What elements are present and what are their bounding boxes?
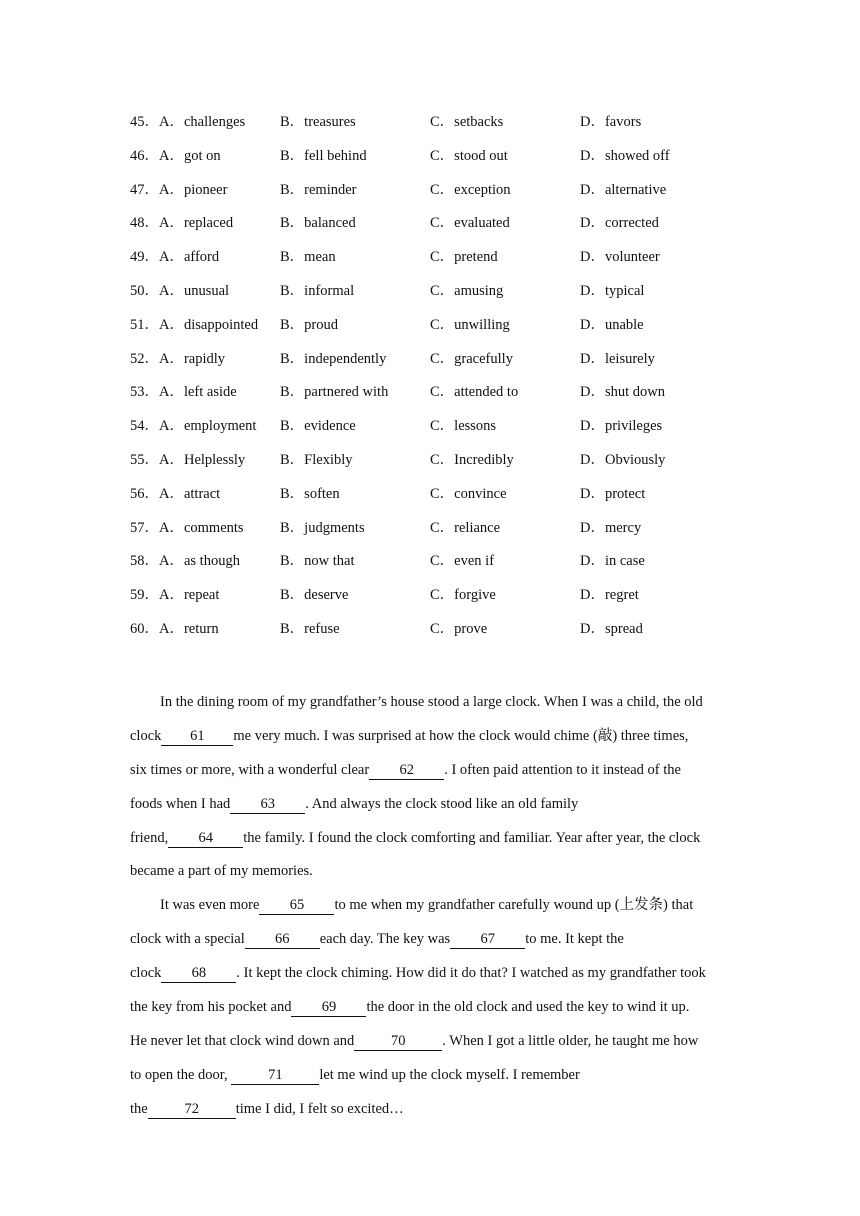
question-number: 56．: [130, 485, 159, 502]
question-a-option[interactable]: [130, 213, 233, 233]
blank-63[interactable]: 63: [230, 795, 305, 814]
option-text: B．deserve: [280, 587, 349, 604]
question-a-option[interactable]: [130, 146, 221, 166]
question-row: [130, 315, 750, 349]
option-text: D．in case: [580, 553, 645, 570]
question-b-option[interactable]: [280, 112, 356, 132]
option-text: B．Flexibly: [280, 451, 353, 468]
question-row: [130, 551, 750, 585]
option-text: C．convince: [430, 485, 507, 502]
passage-text: to me when my grandfather carefully wound up (上发条) that: [334, 897, 694, 914]
option-text: D．corrected: [580, 215, 659, 232]
passage-text: . And always the clock stood like an old family: [305, 795, 579, 812]
blank-68[interactable]: 68: [161, 964, 236, 983]
question-c-option[interactable]: [430, 146, 508, 166]
question-c-option[interactable]: [430, 213, 510, 233]
question-d-option[interactable]: [580, 619, 643, 639]
passage-text: It was even more: [160, 897, 260, 914]
blank-67[interactable]: 67: [450, 930, 525, 949]
passage-line: [130, 1093, 735, 1127]
passage-line: [130, 754, 735, 788]
option-text: C．evaluated: [430, 215, 510, 232]
question-row: [130, 146, 750, 180]
question-c-option[interactable]: [430, 619, 487, 639]
question-b-option[interactable]: [280, 450, 353, 470]
passage-text: He never let that clock wind down and: [130, 1032, 355, 1049]
passage-text: became a part of my memories.: [130, 863, 313, 880]
option-text: C．Incredibly: [430, 451, 514, 468]
question-b-option[interactable]: [280, 484, 340, 504]
question-d-option[interactable]: [580, 112, 641, 132]
option-text: B．judgments: [280, 519, 365, 536]
option-text: A．Helplessly: [159, 451, 246, 468]
option-text: A．attract: [159, 485, 221, 502]
option-text: D．alternative: [580, 181, 667, 198]
question-number: 45．: [130, 114, 159, 130]
question-b-option[interactable]: [280, 585, 348, 605]
question-a-option[interactable]: [130, 382, 237, 402]
option-text: D．privileges: [580, 418, 663, 435]
question-d-option[interactable]: [580, 247, 660, 267]
blank-65[interactable]: 65: [259, 896, 334, 915]
option-text: A．challenges: [159, 114, 246, 130]
question-b-option[interactable]: [280, 146, 367, 166]
question-d-option[interactable]: [580, 213, 659, 233]
question-a-option[interactable]: [130, 484, 220, 504]
question-row: [130, 382, 750, 416]
passage-text: . It kept the clock chiming. How did it do that? I watched as my grandfather took: [236, 965, 706, 982]
option-text: C．attended to: [430, 384, 519, 401]
blank-66[interactable]: 66: [245, 930, 320, 949]
question-c-option[interactable]: [430, 281, 503, 301]
option-text: A．repeat: [159, 587, 220, 604]
question-a-option[interactable]: [130, 450, 245, 470]
question-d-option[interactable]: [580, 349, 655, 369]
passage-text: . I often paid attention to it instead of the: [444, 761, 681, 778]
question-a-option[interactable]: [130, 585, 219, 605]
question-number: 52．: [130, 350, 159, 367]
option-text: B．reminder: [280, 181, 357, 198]
option-text: B．mean: [280, 249, 336, 266]
passage-line: [130, 923, 735, 957]
question-c-option[interactable]: [430, 349, 513, 369]
passage-line: [130, 991, 735, 1025]
option-text: C．reliance: [430, 519, 501, 536]
question-c-option[interactable]: [430, 180, 511, 200]
option-text: D．favors: [580, 114, 642, 130]
question-number: 47．: [130, 181, 159, 198]
question-number: 55．: [130, 451, 159, 468]
question-b-option[interactable]: [280, 382, 388, 402]
option-text: D．volunteer: [580, 249, 660, 266]
option-text: B．soften: [280, 485, 340, 502]
question-a-option[interactable]: [130, 518, 244, 538]
option-text: D．protect: [580, 485, 646, 502]
passage-text: friend,: [130, 829, 169, 846]
question-a-option[interactable]: [130, 416, 256, 436]
question-d-option[interactable]: [580, 281, 644, 301]
question-b-option[interactable]: [280, 213, 356, 233]
question-c-option[interactable]: [430, 315, 510, 335]
question-a-option[interactable]: [130, 180, 227, 200]
option-text: A．replaced: [159, 215, 234, 232]
option-text: D．unable: [580, 316, 644, 333]
question-b-option[interactable]: [280, 416, 356, 436]
question-d-option[interactable]: [580, 551, 645, 571]
passage-line: [130, 822, 735, 856]
passage-text: me very much. I was surprised at how the clock would chime (敲) three times,: [233, 727, 689, 744]
blank-71[interactable]: 71: [231, 1066, 319, 1085]
option-text: A．unusual: [159, 282, 230, 299]
option-text: A．comments: [159, 519, 244, 536]
question-row: [130, 247, 750, 281]
question-row: [130, 349, 750, 383]
question-b-option[interactable]: [280, 619, 340, 639]
passage-text: to open the door,: [130, 1066, 232, 1083]
question-d-option[interactable]: [580, 315, 644, 335]
question-row: [130, 619, 750, 653]
blank-70[interactable]: 70: [354, 1032, 442, 1051]
question-c-option[interactable]: [430, 416, 496, 436]
option-text: B．partnered with: [280, 384, 389, 401]
question-a-option[interactable]: [130, 112, 245, 132]
passage-text: clock: [130, 965, 162, 982]
passage-text: clock with a special: [130, 931, 245, 948]
question-number: 59．: [130, 587, 159, 604]
question-d-option[interactable]: [580, 146, 670, 166]
option-text: B．informal: [280, 282, 355, 299]
option-text: B．balanced: [280, 215, 356, 232]
option-text: C．amusing: [430, 282, 504, 299]
passage-text: foods when I had: [130, 795, 231, 812]
option-text: C．forgive: [430, 587, 496, 604]
option-text: B．evidence: [280, 418, 356, 435]
question-c-option[interactable]: [430, 551, 494, 571]
passage-text: clock: [130, 727, 162, 744]
question-number: 50．: [130, 282, 159, 299]
option-text: C．gracefully: [430, 350, 513, 367]
question-c-option[interactable]: [430, 112, 503, 132]
question-number: 46．: [130, 147, 159, 164]
passage-text: to me. It kept the: [525, 931, 624, 948]
passage-text: the: [130, 1100, 148, 1117]
option-text: C．pretend: [430, 249, 498, 266]
option-text: C．setbacks: [430, 114, 504, 130]
question-c-option[interactable]: [430, 382, 518, 402]
question-number: 60．: [130, 620, 159, 637]
question-c-option[interactable]: [430, 585, 496, 605]
question-c-option[interactable]: [430, 518, 500, 538]
option-text: B．refuse: [280, 620, 340, 637]
passage-text: let me wind up the clock myself. I remember: [319, 1066, 580, 1083]
question-a-option[interactable]: [130, 281, 229, 301]
option-text: C．even if: [430, 553, 495, 570]
question-b-option[interactable]: [280, 551, 355, 571]
question-d-option[interactable]: [580, 518, 641, 538]
option-text: B．treasures: [280, 114, 356, 130]
passage-text: the door in the old clock and used the key to wind it up.: [366, 999, 690, 1016]
passage-line: [130, 1025, 735, 1059]
option-text: D．Obviously: [580, 451, 666, 468]
option-text: A．as though: [159, 553, 240, 570]
question-row: [130, 585, 750, 619]
question-b-option[interactable]: [280, 180, 357, 200]
question-number: 51．: [130, 316, 159, 333]
question-a-option[interactable]: [130, 551, 240, 571]
passage-line: [130, 957, 735, 991]
question-number: 58．: [130, 553, 159, 570]
question-d-option[interactable]: [580, 484, 645, 504]
option-text: D．showed off: [580, 147, 670, 164]
option-text: A．return: [159, 620, 219, 637]
option-text: D．typical: [580, 282, 645, 299]
blank-61[interactable]: 61: [161, 727, 233, 746]
option-text: B．fell behind: [280, 147, 367, 164]
question-b-option[interactable]: [280, 247, 336, 267]
question-a-option[interactable]: [130, 247, 219, 267]
option-text: A．rapidly: [159, 350, 226, 367]
question-row: [130, 112, 750, 146]
question-number: 53．: [130, 384, 159, 401]
question-number: 49．: [130, 249, 159, 266]
question-row: [130, 180, 750, 214]
question-c-option[interactable]: [430, 484, 507, 504]
blank-69[interactable]: 69: [291, 998, 366, 1017]
passage-line: [130, 720, 735, 754]
option-text: A．got on: [159, 147, 221, 164]
question-number: 54．: [130, 418, 159, 435]
passage-text: each day. The key was: [319, 931, 451, 948]
question-d-option[interactable]: [580, 450, 665, 470]
question-row: [130, 416, 750, 450]
question-row: [130, 281, 750, 315]
passage-line: [130, 1059, 735, 1093]
option-text: D．mercy: [580, 519, 642, 536]
option-text: D．spread: [580, 620, 643, 637]
blank-62[interactable]: 62: [369, 761, 444, 780]
question-c-option[interactable]: [430, 247, 498, 267]
passage-text: time I did, I felt so excited…: [235, 1100, 404, 1117]
question-a-option[interactable]: [130, 349, 225, 369]
option-text: B．proud: [280, 316, 338, 333]
question-b-option[interactable]: [280, 518, 365, 538]
option-text: D．leisurely: [580, 350, 655, 367]
option-text: D．regret: [580, 587, 639, 604]
passage-text: six times or more, with a wonderful clear: [130, 761, 370, 778]
passage-text: the family. I found the clock comforting and familiar. Year after year, the clock: [243, 829, 701, 846]
option-text: A．disappointed: [159, 316, 259, 333]
question-d-option[interactable]: [580, 416, 662, 436]
passage-text: the key from his pocket and: [130, 999, 292, 1016]
option-text: B．independently: [280, 350, 387, 367]
cloze-passage: [130, 686, 735, 1127]
option-text: C．stood out: [430, 147, 508, 164]
blank-72[interactable]: 72: [148, 1100, 236, 1119]
question-c-option[interactable]: [430, 450, 514, 470]
option-text: A．employment: [159, 418, 257, 435]
option-text: A．afford: [159, 249, 220, 266]
question-a-option[interactable]: [130, 619, 219, 639]
question-number: 57．: [130, 519, 159, 536]
passage-line: [130, 889, 735, 923]
question-b-option[interactable]: [280, 315, 338, 335]
option-text: A．pioneer: [159, 181, 228, 198]
question-d-option[interactable]: [580, 180, 666, 200]
option-text: C．lessons: [430, 418, 497, 435]
question-b-option[interactable]: [280, 349, 386, 369]
passage-text: In the dining room of my grandfather’s house stood a large clock. When I was a child, the old: [160, 694, 703, 710]
question-row: [130, 450, 750, 484]
option-text: D．shut down: [580, 384, 665, 401]
question-number: 48．: [130, 215, 159, 232]
blank-64[interactable]: 64: [168, 829, 243, 848]
option-text: C．unwilling: [430, 316, 510, 333]
option-text: A．left aside: [159, 384, 237, 401]
question-row: [130, 518, 750, 552]
question-d-option[interactable]: [580, 382, 665, 402]
question-d-option[interactable]: [580, 585, 639, 605]
option-text: C．exception: [430, 181, 511, 198]
option-text: C．prove: [430, 620, 488, 637]
question-row: [130, 213, 750, 247]
passage-line: [130, 855, 735, 889]
question-b-option[interactable]: [280, 281, 354, 301]
question-row: [130, 484, 750, 518]
options-list: [130, 112, 750, 653]
question-a-option[interactable]: [130, 315, 258, 335]
passage-text: . When I got a little older, he taught me how: [442, 1032, 699, 1049]
option-text: B．now that: [280, 553, 355, 570]
passage-line: [130, 788, 735, 822]
passage-line: [130, 686, 735, 720]
